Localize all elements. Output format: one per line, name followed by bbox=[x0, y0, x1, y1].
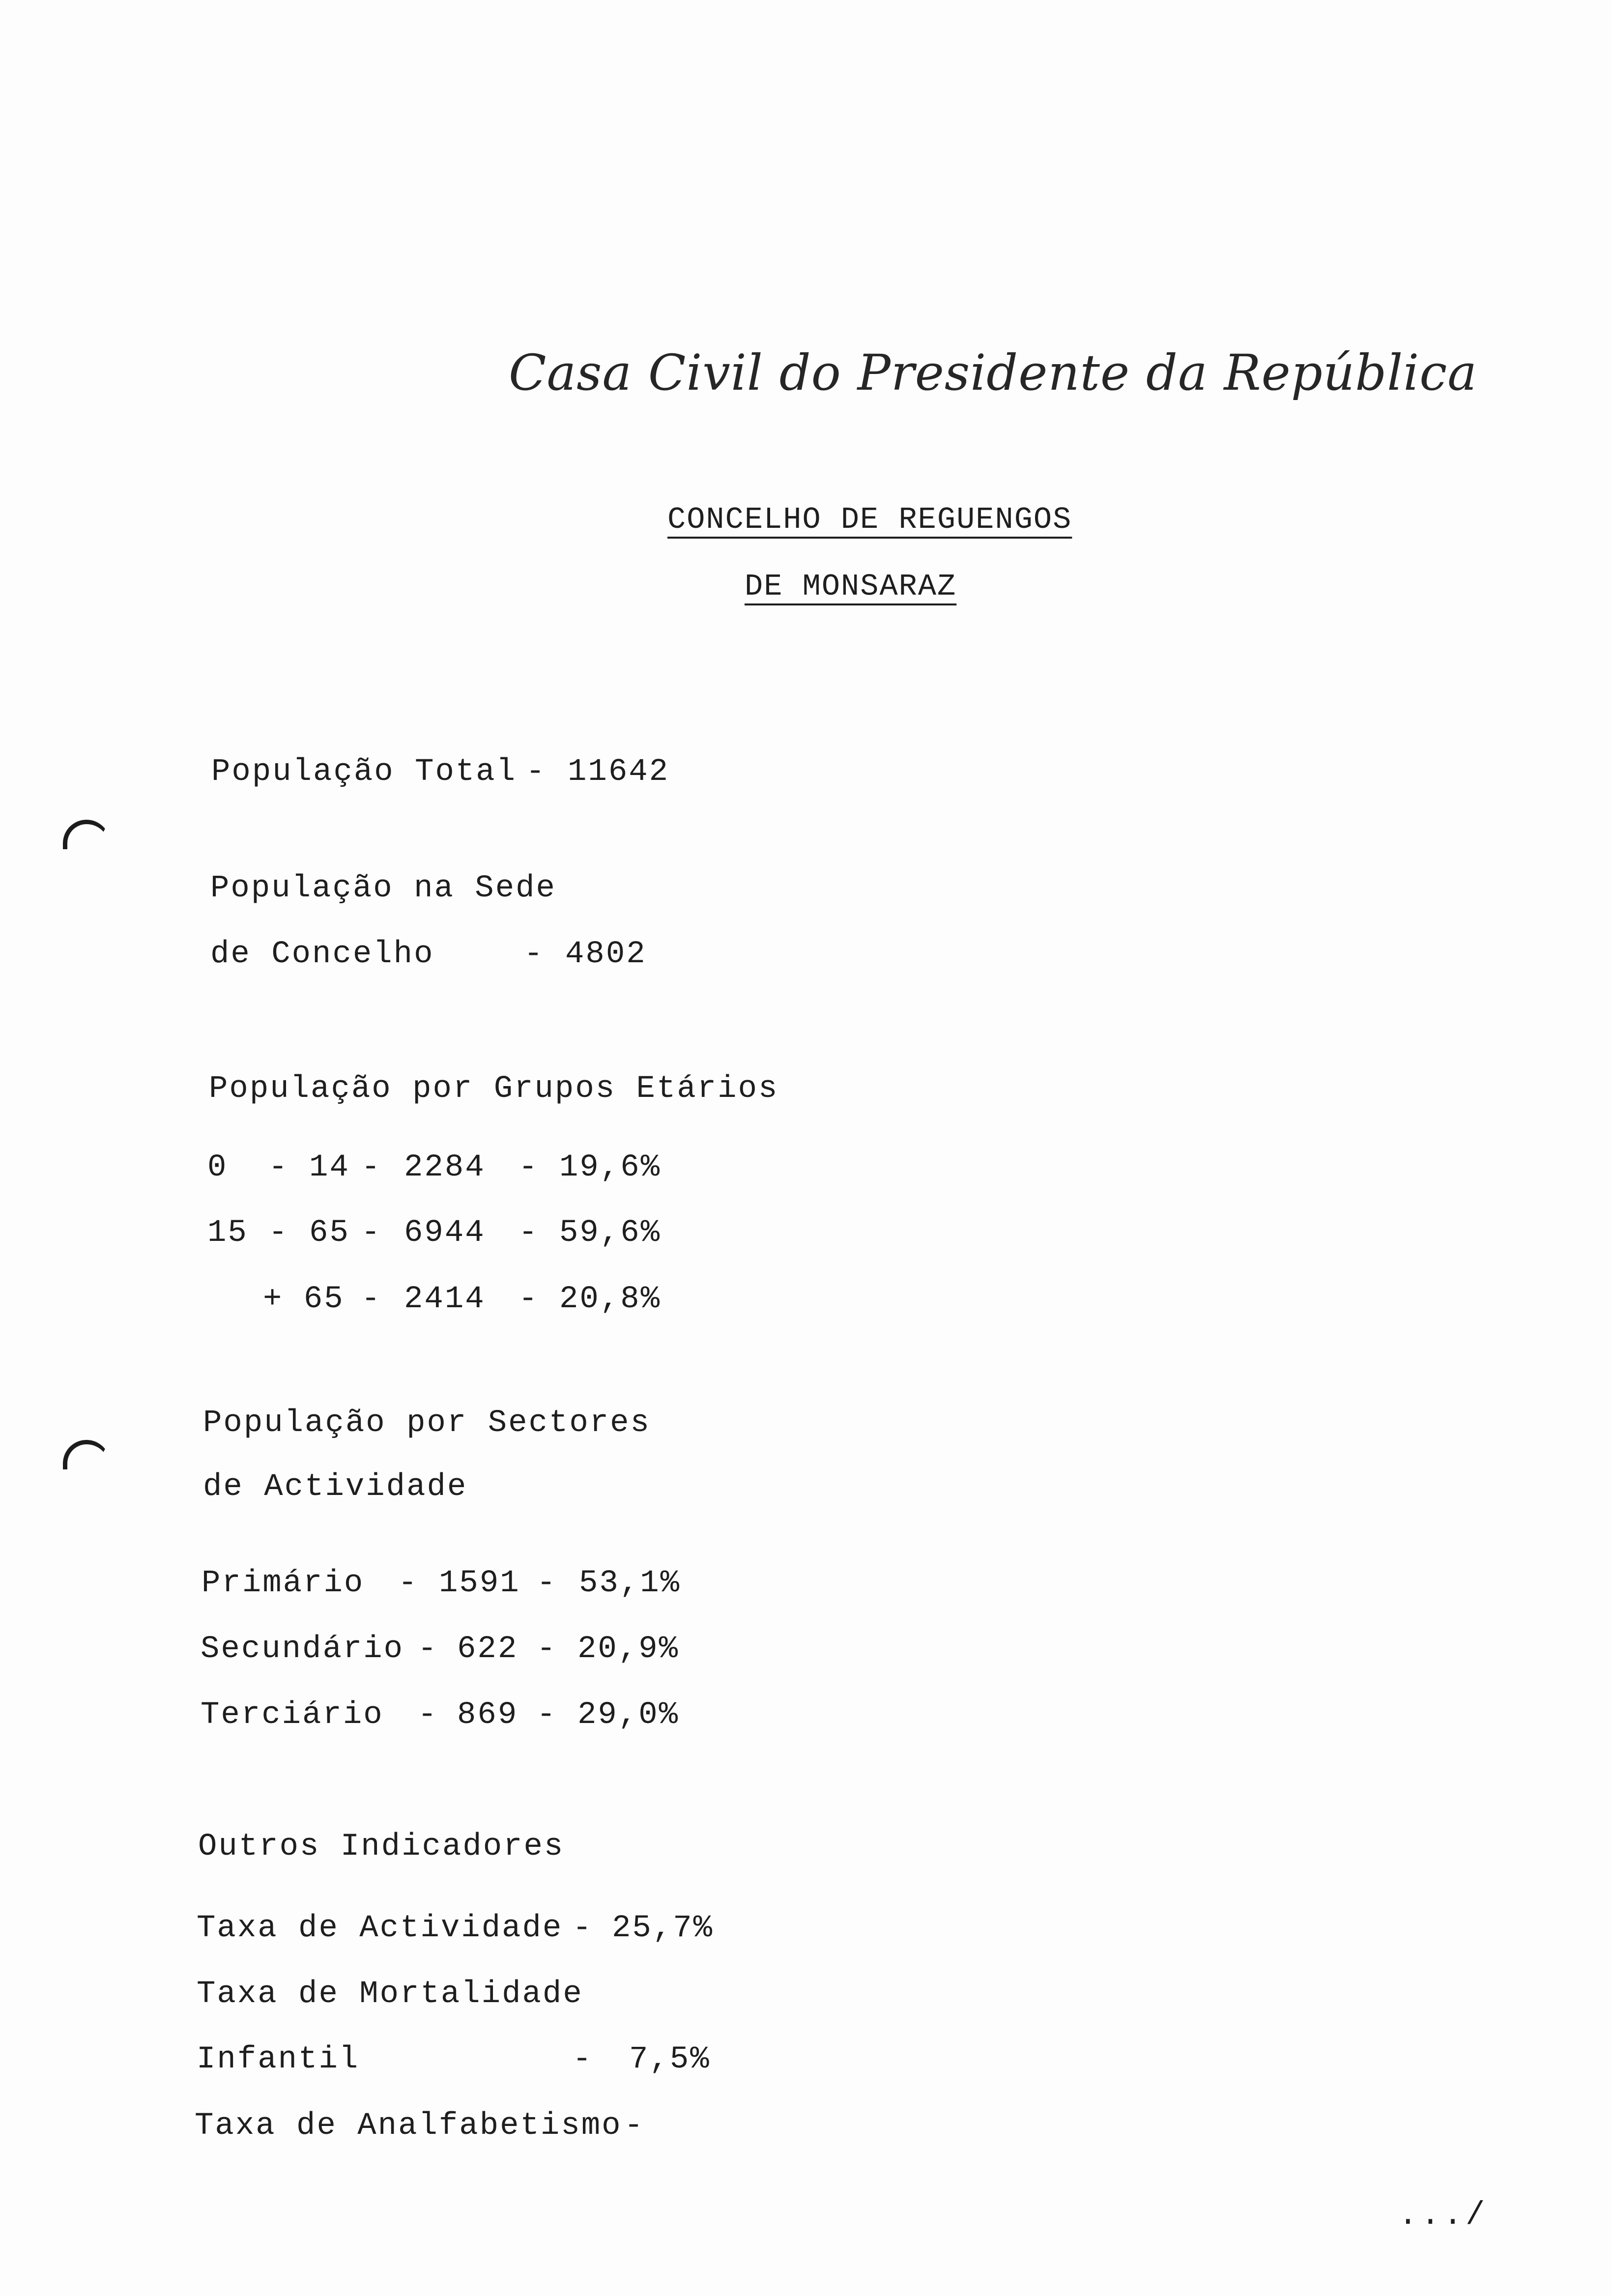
punch-hole-mark-bottom bbox=[63, 1440, 110, 1469]
age-group: 0 - 14 bbox=[207, 1150, 350, 1185]
age-group-count: 6944 bbox=[404, 1215, 486, 1251]
sectores-heading-line-1: População por Sectores bbox=[203, 1406, 651, 1441]
letterhead: Casa Civil do Presidente da República bbox=[509, 344, 1477, 402]
populacao-total-label: População Total bbox=[211, 754, 517, 790]
age-group-count: 2284 bbox=[404, 1150, 486, 1185]
sector-name: Secundário bbox=[201, 1632, 404, 1667]
sector-pct: 29,0% bbox=[577, 1697, 680, 1733]
dash: - bbox=[537, 1566, 557, 1601]
age-group-pct: 19,6% bbox=[559, 1150, 662, 1185]
dash: - bbox=[398, 1566, 419, 1601]
sector-pct: 20,9% bbox=[577, 1632, 680, 1667]
grupos-etarios-heading: População por Grupos Etários bbox=[209, 1071, 779, 1107]
age-group: + 65 bbox=[263, 1282, 345, 1317]
punch-hole-mark-top bbox=[63, 820, 110, 849]
document-title-line-2: DE MONSARAZ bbox=[745, 569, 957, 604]
dash: - bbox=[537, 1632, 557, 1667]
dash: - bbox=[518, 1282, 539, 1317]
outros-heading: Outros Indicadores bbox=[198, 1829, 565, 1865]
dash: - bbox=[361, 1215, 382, 1251]
dash: - bbox=[624, 2108, 645, 2144]
dash: - bbox=[418, 1632, 438, 1667]
document-title-line-1: CONCELHO DE REGUENGOS bbox=[667, 502, 1072, 537]
dash: - bbox=[518, 1150, 539, 1185]
taxa-mortalidade-label-line-2: Infantil bbox=[197, 2042, 360, 2077]
sector-name: Terciário bbox=[201, 1697, 384, 1733]
dash: - bbox=[361, 1150, 382, 1185]
age-group-pct: 20,8% bbox=[559, 1282, 662, 1317]
dash: - bbox=[518, 1215, 539, 1251]
sectores-heading-line-2: de Actividade bbox=[203, 1469, 468, 1505]
sector-pct: 53,1% bbox=[579, 1566, 681, 1601]
populacao-total-value: 11642 bbox=[568, 754, 670, 790]
dash: - bbox=[524, 937, 545, 972]
populacao-sede-value: 4802 bbox=[565, 937, 647, 972]
dash: - bbox=[537, 1697, 557, 1733]
age-group-count: 2414 bbox=[404, 1282, 486, 1317]
populacao-sede-label-line-1: População na Sede bbox=[210, 871, 556, 906]
populacao-sede-label-line-2: de Concelho bbox=[210, 937, 434, 972]
sector-count: 1591 bbox=[439, 1566, 520, 1601]
age-group-pct: 59,6% bbox=[559, 1215, 662, 1251]
taxa-actividade-value: 25,7% bbox=[612, 1911, 714, 1946]
taxa-actividade-label: Taxa de Actividade bbox=[197, 1911, 563, 1946]
dash: - bbox=[573, 1911, 593, 1946]
dash: - bbox=[418, 1697, 438, 1733]
taxa-mortalidade-label-line-1: Taxa de Mortalidade bbox=[197, 1977, 583, 2012]
sector-count: 869 bbox=[457, 1697, 518, 1733]
sector-name: Primário bbox=[202, 1566, 365, 1601]
dash: - bbox=[361, 1282, 382, 1317]
continuation-mark: .../ bbox=[1398, 2197, 1488, 2234]
dash: - bbox=[526, 754, 547, 790]
age-group: 15 - 65 bbox=[207, 1215, 350, 1251]
taxa-mortalidade-value: 7,5% bbox=[629, 2042, 711, 2077]
taxa-analfabetismo-label: Taxa de Analfabetismo bbox=[195, 2108, 622, 2144]
sector-count: 622 bbox=[457, 1632, 518, 1667]
dash: - bbox=[573, 2042, 593, 2077]
